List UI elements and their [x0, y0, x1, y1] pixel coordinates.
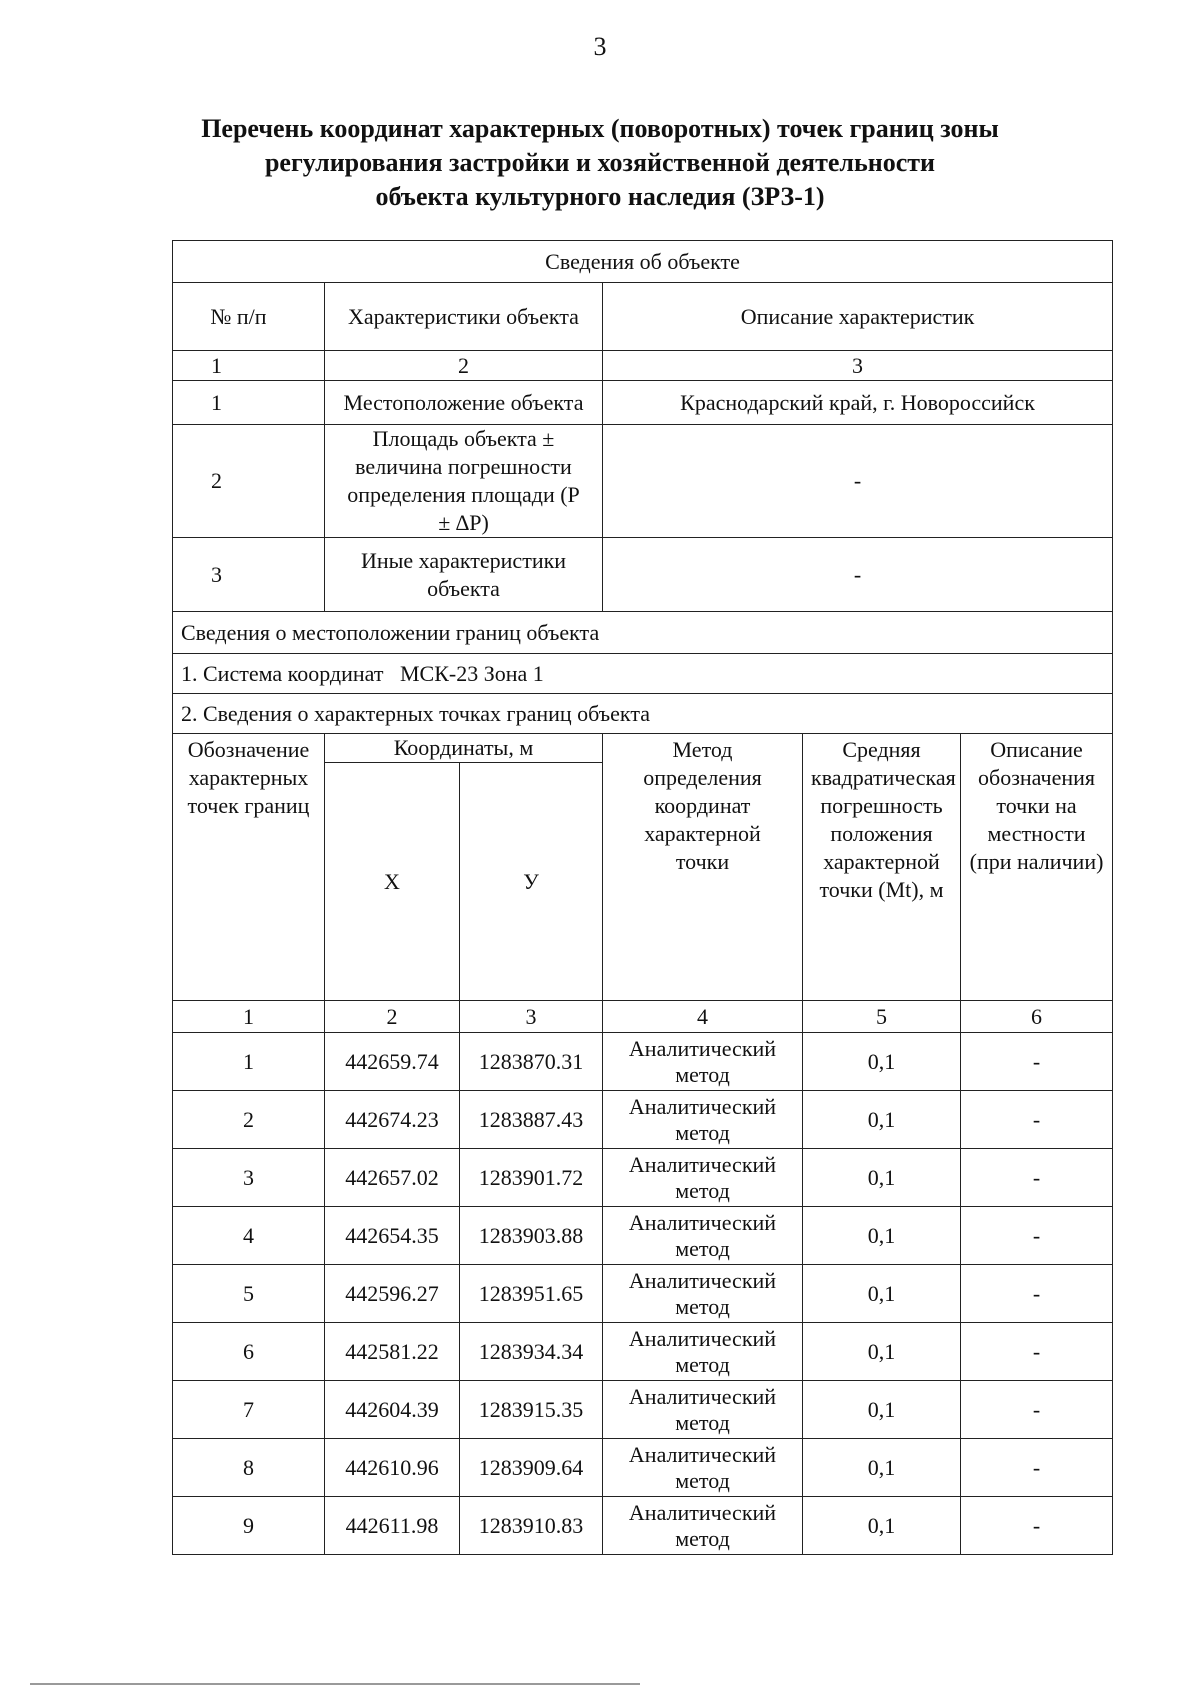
point-description: - — [961, 1323, 1113, 1381]
object-info-title: Сведения об объекте — [173, 241, 1113, 283]
point-error: 0,1 — [803, 1323, 961, 1381]
point-number: 6 — [173, 1323, 325, 1381]
header-characteristics: Характеристики объекта — [325, 283, 603, 351]
point-y: 1283909.64 — [460, 1439, 603, 1497]
coordinates-document-table — [172, 240, 1113, 1555]
point-x: 442604.39 — [325, 1381, 460, 1439]
location-info-section — [173, 612, 1113, 734]
point-description: - — [961, 1149, 1113, 1207]
info-row-number: 2 — [173, 425, 325, 538]
point-method: Аналитический метод — [603, 1323, 803, 1381]
point-description: - — [961, 1381, 1113, 1439]
point-y: 1283951.65 — [460, 1265, 603, 1323]
point-number: 1 — [173, 1033, 325, 1091]
points-section-title: 2. Сведения о характерных точках границ объекта — [173, 694, 1113, 734]
column-number: 2 — [325, 1001, 460, 1033]
point-method: Аналитический метод — [603, 1265, 803, 1323]
point-x: 442610.96 — [325, 1439, 460, 1497]
point-number: 3 — [173, 1149, 325, 1207]
header-number: № п/п — [173, 283, 325, 351]
header-x: X — [325, 763, 460, 1001]
info-row — [173, 425, 1113, 538]
info-row-name: Площадь объекта ± величина погрешности определения площади (Р ± ∆Р) — [325, 425, 603, 538]
header-point-description: Описание обозначения точки на местности (при наличии) — [961, 734, 1113, 1001]
point-y: 1283887.43 — [460, 1091, 603, 1149]
info-row-name: Иные характеристики объекта — [325, 538, 603, 612]
point-description: - — [961, 1207, 1113, 1265]
point-description: - — [961, 1497, 1113, 1555]
point-y: 1283934.34 — [460, 1323, 603, 1381]
point-y: 1283901.72 — [460, 1149, 603, 1207]
column-number: 2 — [325, 351, 603, 381]
point-row — [173, 1265, 1113, 1323]
info-row — [173, 538, 1113, 612]
header-error: Средняя квадратическая погрешность положения характерной точки (Mt), м — [803, 734, 961, 1001]
header-y: У — [460, 763, 603, 1001]
point-error: 0,1 — [803, 1439, 961, 1497]
point-description: - — [961, 1091, 1113, 1149]
point-method: Аналитический метод — [603, 1439, 803, 1497]
column-number: 6 — [961, 1001, 1113, 1033]
point-x: 442659.74 — [325, 1033, 460, 1091]
point-row — [173, 1149, 1113, 1207]
point-row — [173, 1497, 1113, 1555]
point-number: 2 — [173, 1091, 325, 1149]
point-number: 7 — [173, 1381, 325, 1439]
point-y: 1283903.88 — [460, 1207, 603, 1265]
object-info-section — [173, 241, 1113, 612]
title-line: объекта культурного наследия (ЗРЗ-1) — [375, 182, 825, 211]
point-y: 1283915.35 — [460, 1381, 603, 1439]
point-row — [173, 1439, 1113, 1497]
point-method: Аналитический метод — [603, 1381, 803, 1439]
column-number: 1 — [173, 1001, 325, 1033]
column-number: 5 — [803, 1001, 961, 1033]
points-table — [173, 734, 1113, 1555]
point-error: 0,1 — [803, 1381, 961, 1439]
header-method: Метод определения координат характерной точки — [603, 734, 803, 1001]
page-number: 3 — [593, 32, 607, 61]
column-number: 3 — [603, 351, 1113, 381]
point-y: 1283870.31 — [460, 1033, 603, 1091]
point-y: 1283910.83 — [460, 1497, 603, 1555]
column-number: 4 — [603, 1001, 803, 1033]
point-method: Аналитический метод — [603, 1497, 803, 1555]
point-x: 442654.35 — [325, 1207, 460, 1265]
scan-edge-line — [30, 1683, 640, 1685]
header-description: Описание характеристик — [603, 283, 1113, 351]
point-x: 442581.22 — [325, 1323, 460, 1381]
point-row — [173, 1033, 1113, 1091]
point-error: 0,1 — [803, 1265, 961, 1323]
point-row — [173, 1207, 1113, 1265]
document-title — [150, 112, 1050, 214]
location-info-title: Сведения о местоположении границ объекта — [173, 612, 1113, 654]
point-error: 0,1 — [803, 1207, 961, 1265]
point-method: Аналитический метод — [603, 1033, 803, 1091]
point-description: - — [961, 1439, 1113, 1497]
info-row-value: Краснодарский край, г. Новороссийск — [603, 381, 1113, 425]
point-error: 0,1 — [803, 1091, 961, 1149]
point-row — [173, 1091, 1113, 1149]
point-number: 9 — [173, 1497, 325, 1555]
point-x: 442674.23 — [325, 1091, 460, 1149]
title-line: регулирования застройки и хозяйственной деятельности — [264, 148, 936, 177]
title-line: Перечень координат характерных (поворотных) точек границ зоны — [201, 114, 999, 143]
point-number: 8 — [173, 1439, 325, 1497]
point-error: 0,1 — [803, 1497, 961, 1555]
point-x: 442596.27 — [325, 1265, 460, 1323]
info-row-value: - — [603, 425, 1113, 538]
point-row — [173, 1381, 1113, 1439]
point-x: 442611.98 — [325, 1497, 460, 1555]
point-error: 0,1 — [803, 1149, 961, 1207]
header-coordinates: Координаты, м — [325, 734, 603, 763]
point-number: 5 — [173, 1265, 325, 1323]
coordinate-system: 1. Система координат МСК-23 Зона 1 — [173, 654, 1113, 694]
point-number: 4 — [173, 1207, 325, 1265]
info-row-name: Местоположение объекта — [325, 381, 603, 425]
info-row-number: 3 — [173, 538, 325, 612]
point-method: Аналитический метод — [603, 1091, 803, 1149]
point-method: Аналитический метод — [603, 1149, 803, 1207]
point-x: 442657.02 — [325, 1149, 460, 1207]
point-description: - — [961, 1265, 1113, 1323]
point-description: - — [961, 1033, 1113, 1091]
info-row — [173, 381, 1113, 425]
point-method: Аналитический метод — [603, 1207, 803, 1265]
header-point-designation: Обозначение характерных точек границ — [173, 734, 325, 1001]
point-row — [173, 1323, 1113, 1381]
column-number: 3 — [460, 1001, 603, 1033]
info-row-number: 1 — [173, 381, 325, 425]
column-number: 1 — [173, 351, 325, 381]
point-error: 0,1 — [803, 1033, 961, 1091]
info-row-value: - — [603, 538, 1113, 612]
